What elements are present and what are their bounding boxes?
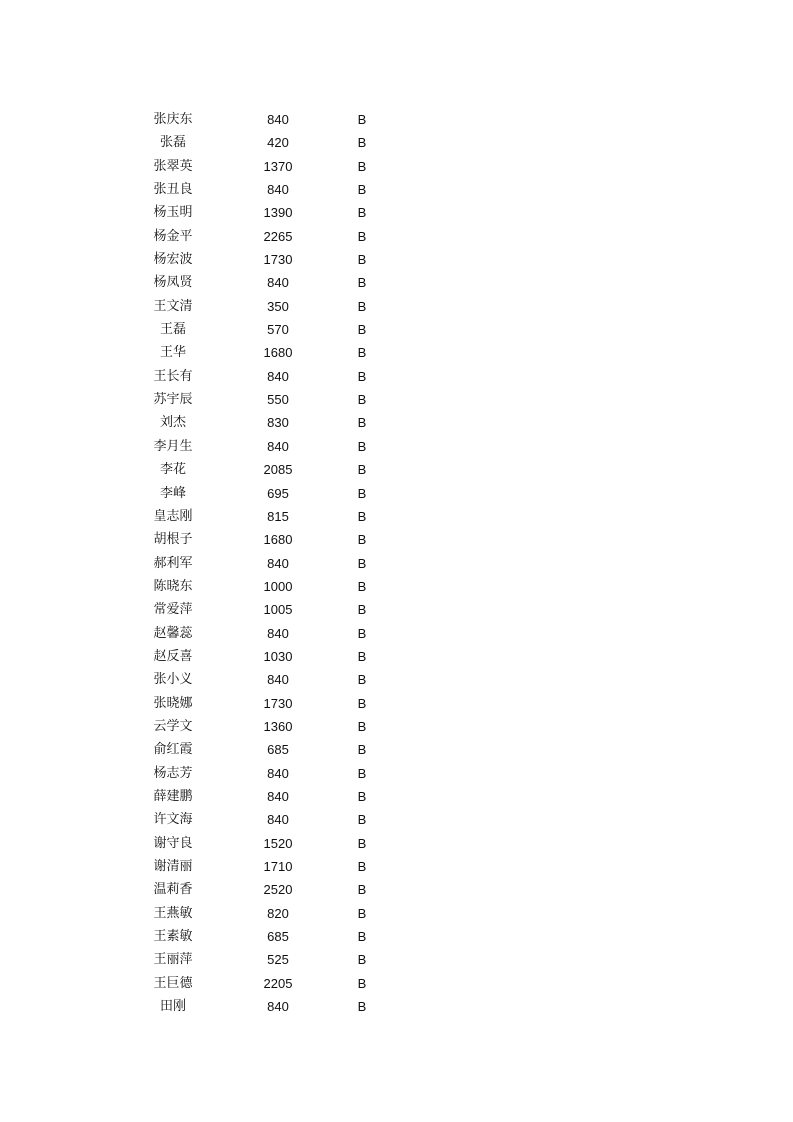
table-row (0, 925, 793, 948)
name-cell: 苏宇辰 (153, 392, 193, 408)
table-row (0, 692, 793, 715)
grade-cell: B (357, 532, 367, 548)
amount-cell: 2520 (263, 882, 293, 898)
amount-cell: 840 (267, 182, 289, 198)
amount-cell: 1390 (263, 205, 293, 221)
table-row (0, 668, 793, 691)
table-row (0, 528, 793, 551)
grade-cell: B (357, 345, 367, 361)
grade-cell: B (357, 812, 367, 828)
grade-cell: B (357, 625, 367, 641)
amount-cell: 2085 (263, 462, 293, 478)
table-row (0, 295, 793, 318)
name-cell: 王巨德 (153, 975, 193, 991)
grade-cell: B (357, 602, 367, 618)
amount-cell: 1730 (263, 695, 293, 711)
table-row (0, 738, 793, 761)
grade-cell: B (357, 555, 367, 571)
table-row (0, 598, 793, 621)
amount-cell: 420 (267, 135, 289, 151)
amount-cell: 1005 (263, 602, 293, 618)
amount-cell: 1680 (263, 345, 293, 361)
amount-cell: 840 (267, 672, 289, 688)
grade-cell: B (357, 929, 367, 945)
grade-cell: B (357, 905, 367, 921)
table-row (0, 435, 793, 458)
amount-cell: 815 (267, 508, 289, 524)
grade-cell: B (357, 508, 367, 524)
table-row (0, 715, 793, 738)
grade-cell: B (357, 485, 367, 501)
name-cell: 胡根子 (153, 532, 193, 548)
table-row (0, 902, 793, 925)
grade-cell: B (357, 252, 367, 268)
name-cell: 张磊 (159, 135, 186, 151)
grade-cell: B (357, 578, 367, 594)
name-cell: 许文海 (153, 812, 193, 828)
table-row (0, 645, 793, 668)
table-row (0, 318, 793, 341)
name-cell: 杨玉明 (153, 205, 193, 221)
grade-cell: B (357, 742, 367, 758)
amount-cell: 1680 (263, 532, 293, 548)
amount-cell: 840 (267, 765, 289, 781)
amount-cell: 1030 (263, 648, 293, 664)
name-cell: 杨志芳 (153, 765, 193, 781)
name-cell: 王素敏 (153, 929, 193, 945)
table-row (0, 248, 793, 271)
table-row (0, 995, 793, 1018)
table-row (0, 972, 793, 995)
table-row (0, 155, 793, 178)
amount-cell: 570 (267, 322, 289, 338)
amount-cell: 1710 (263, 859, 293, 874)
name-cell: 云学文 (153, 718, 193, 734)
table-row (0, 552, 793, 575)
table-row (0, 808, 793, 831)
grade-cell: B (357, 835, 367, 851)
name-cell: 王磊 (159, 322, 186, 338)
name-cell: 皇志刚 (153, 508, 193, 524)
name-cell: 郝利军 (153, 555, 193, 571)
amount-cell: 840 (267, 368, 289, 384)
name-cell: 王燕敏 (153, 905, 193, 921)
name-cell: 张晓娜 (153, 695, 193, 711)
amount-cell: 840 (267, 112, 289, 127)
amount-cell: 840 (267, 788, 289, 804)
grade-cell: B (357, 228, 367, 244)
name-cell: 杨金平 (153, 228, 193, 244)
table-row (0, 575, 793, 598)
amount-cell: 550 (267, 392, 289, 408)
name-cell: 常爱萍 (153, 602, 193, 618)
amount-cell: 1370 (263, 158, 293, 174)
name-cell: 陈晓东 (153, 578, 193, 594)
amount-cell: 840 (267, 812, 289, 828)
name-cell: 谢清丽 (153, 859, 193, 874)
grade-cell: B (357, 135, 367, 151)
grade-cell: B (357, 415, 367, 431)
table-row (0, 785, 793, 808)
amount-cell: 840 (267, 438, 289, 454)
table-row (0, 762, 793, 785)
amount-cell: 830 (267, 415, 289, 431)
name-cell: 杨宏波 (153, 252, 193, 268)
grade-cell: B (357, 999, 367, 1015)
name-cell: 李月生 (153, 438, 193, 454)
grade-cell: B (357, 275, 367, 291)
grade-cell: B (357, 718, 367, 734)
grade-cell: B (357, 298, 367, 314)
amount-cell: 685 (267, 929, 289, 945)
amount-cell: 840 (267, 555, 289, 571)
grade-cell: B (357, 438, 367, 454)
name-cell: 王文清 (153, 298, 193, 314)
name-cell: 李花 (159, 462, 186, 478)
table-row (0, 108, 793, 131)
amount-cell: 1360 (263, 718, 293, 734)
grade-cell: B (357, 112, 367, 127)
table-row (0, 458, 793, 481)
grade-cell: B (357, 765, 367, 781)
table-row (0, 271, 793, 294)
name-cell: 田刚 (159, 999, 186, 1015)
table-row (0, 832, 793, 855)
grade-cell: B (357, 182, 367, 198)
grade-cell: B (357, 788, 367, 804)
amount-cell: 840 (267, 999, 289, 1015)
table-row (0, 505, 793, 528)
table-row (0, 178, 793, 201)
amount-cell: 350 (267, 298, 289, 314)
table-row (0, 948, 793, 971)
data-table (0, 108, 793, 1018)
name-cell: 王华 (159, 345, 186, 361)
name-cell: 赵反喜 (153, 648, 193, 664)
amount-cell: 1730 (263, 252, 293, 268)
table-row (0, 201, 793, 224)
name-cell: 李峰 (159, 485, 186, 501)
grade-cell: B (357, 648, 367, 664)
grade-cell: B (357, 392, 367, 408)
name-cell: 王长有 (153, 368, 193, 384)
amount-cell: 2265 (263, 228, 293, 244)
name-cell: 张小义 (153, 672, 193, 688)
grade-cell: B (357, 952, 367, 968)
table-row (0, 878, 793, 901)
amount-cell: 2205 (263, 975, 293, 991)
table-row (0, 341, 793, 364)
name-cell: 刘杰 (159, 415, 186, 431)
amount-cell: 820 (267, 905, 289, 921)
name-cell: 赵馨蕊 (153, 625, 193, 641)
amount-cell: 525 (267, 952, 289, 968)
amount-cell: 840 (267, 275, 289, 291)
grade-cell: B (357, 695, 367, 711)
amount-cell: 685 (267, 742, 289, 758)
grade-cell: B (357, 368, 367, 384)
name-cell: 张翠英 (153, 158, 193, 174)
name-cell: 温莉香 (153, 882, 193, 898)
grade-cell: B (357, 672, 367, 688)
name-cell: 谢守良 (153, 835, 193, 851)
table-row (0, 225, 793, 248)
name-cell: 张庆东 (153, 112, 193, 127)
amount-cell: 695 (267, 485, 289, 501)
amount-cell: 840 (267, 625, 289, 641)
grade-cell: B (357, 322, 367, 338)
table-row (0, 411, 793, 434)
grade-cell: B (357, 462, 367, 478)
name-cell: 杨凤贤 (153, 275, 193, 291)
table-row (0, 855, 793, 878)
table-row (0, 388, 793, 411)
table-row (0, 365, 793, 388)
grade-cell: B (357, 158, 367, 174)
table-row (0, 131, 793, 154)
amount-cell: 1520 (263, 835, 293, 851)
table-row (0, 622, 793, 645)
grade-cell: B (357, 859, 367, 874)
amount-cell: 1000 (263, 578, 293, 594)
name-cell: 俞红霞 (153, 742, 193, 758)
grade-cell: B (357, 975, 367, 991)
grade-cell: B (357, 882, 367, 898)
name-cell: 薛建鹏 (153, 788, 193, 804)
name-cell: 王丽萍 (153, 952, 193, 968)
table-row (0, 482, 793, 505)
name-cell: 张丑良 (153, 182, 193, 198)
grade-cell: B (357, 205, 367, 221)
